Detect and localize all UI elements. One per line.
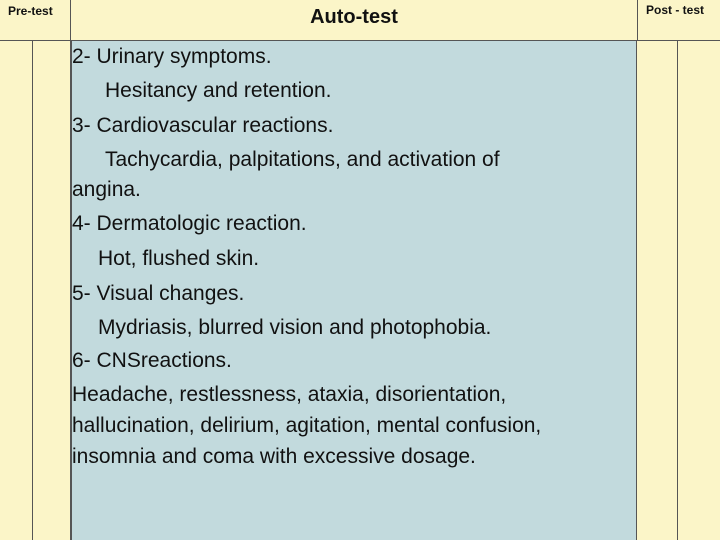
pre-test-column-divider — [32, 40, 33, 540]
content-line: 3- Cardiovascular reactions. — [72, 114, 334, 137]
content-line: Tachycardia, palpitations, and activation of — [105, 148, 500, 171]
auto-test-title: Auto-test — [310, 6, 398, 28]
content-line: 5- Visual changes. — [72, 282, 245, 305]
header-row — [0, 0, 720, 41]
pre-test-header-cell — [0, 0, 71, 40]
content-line: 6- CNSreactions. — [72, 349, 232, 372]
post-test-header-cell — [638, 0, 720, 40]
post-test-label: Post - test — [646, 3, 705, 17]
pre-test-label: Pre-test — [8, 4, 53, 18]
content-line: insomnia and coma with excessive dosage. — [72, 445, 476, 468]
content-line: angina. — [72, 178, 141, 201]
content-line: Mydriasis, blurred vision and photophobia. — [98, 316, 492, 339]
content-line: Headache, restlessness, ataxia, disorientation, — [72, 383, 507, 406]
content-line: hallucination, delirium, agitation, mental confusion, — [72, 414, 542, 437]
content-line: 2- Urinary symptoms. — [72, 45, 272, 68]
content-line: Hesitancy and retention. — [105, 79, 332, 102]
post-test-column-divider — [677, 40, 678, 540]
content-line: 4- Dermatologic reaction. — [72, 212, 307, 235]
auto-test-content-panel — [71, 41, 637, 540]
auto-test-header-cell — [71, 0, 638, 40]
content-line: Hot, flushed skin. — [98, 247, 260, 270]
